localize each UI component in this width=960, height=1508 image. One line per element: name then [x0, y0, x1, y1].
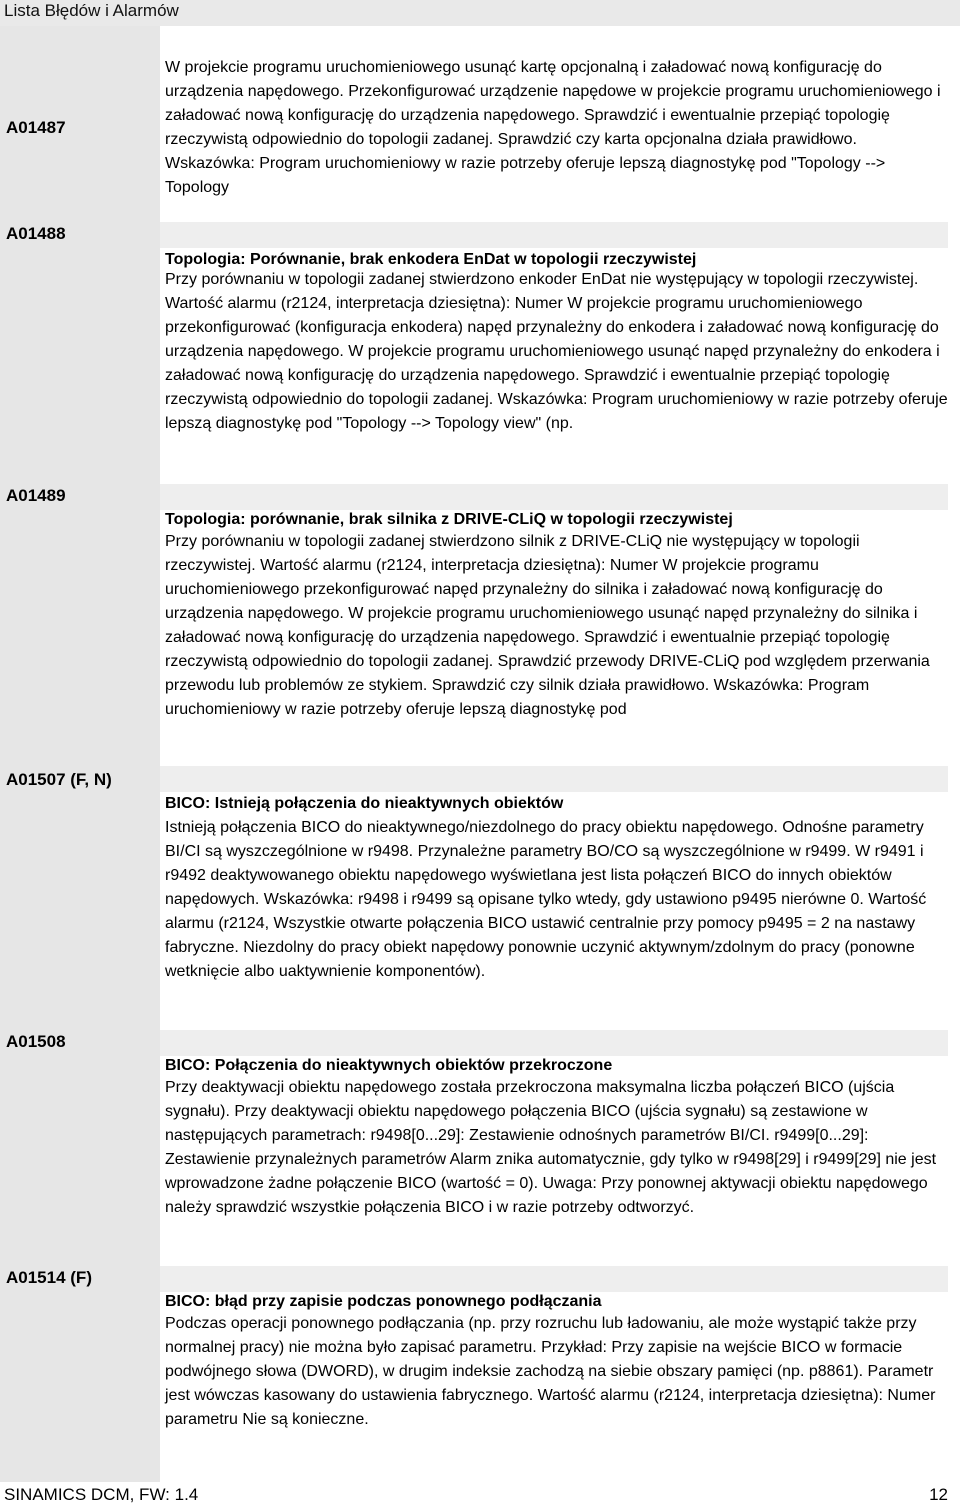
alarm-description: W projekcie programu uruchomieniowego usunąć kartę opcjonalną i załadować nową konfigurację do urządzenia napędowego. Przekonfigurować urządzenie napędowe w projekcie programu uruchomieniowego i załadować nową konfigurację do urządzenia napędowego. Sprawdzić i ewentualnie przepiąć topologię rzeczywistą odpowiednio do topologii zadanej. Sprawdzić czy karta opcjonalna działa prawidłowo. Wskazówka: Program uruchomieniowy w razie potrzeby oferuje lepszą diagnostykę pod "Topology --> Topology	[165, 59, 941, 196]
title-bar	[160, 484, 948, 510]
title-bar	[160, 1030, 948, 1056]
alarm-entry	[0, 1266, 960, 1482]
alarm-title: BICO: Istnieją połączenia do nieaktywnych obiektów	[165, 795, 564, 812]
code-column	[0, 766, 160, 1030]
title-bar	[160, 766, 948, 792]
alarm-entry	[0, 26, 960, 222]
alarm-code: A01514 (F)	[6, 1268, 92, 1287]
page-header	[0, 0, 960, 26]
title-bar	[160, 1266, 948, 1292]
page-footer	[0, 1482, 960, 1508]
alarm-title: BICO: Połączenia do nieaktywnych obiektów przekroczone	[165, 1057, 613, 1074]
alarm-title: Topologia: porównanie, brak silnika z DRIVE-CLiQ w topologii rzeczywistej	[165, 511, 733, 528]
alarm-title: Topologia: Porównanie, brak enkodera EnDat w topologii rzeczywistej	[165, 251, 697, 268]
alarm-description: Istnieją połączenia BICO do nieaktywnego/niezdolnego do pracy obiektu napędowego. Odnośne parametry BI/CI są wyszczególnione w r9498. Przynależne parametry BO/CO są wyszczególnione w r9499. W r9491 i r9492 deaktywowanego obiektu napędowego wyświetlana jest lista połączeń BICO do innych obiektów napędowych. Wskazówka: r9498 i r9499 są opisane tylko wtedy, gdy ustawiono p9495 nierówne 0. Wartość alarmu (r2124, Wszystkie otwarte połączenia BICO ustawić centralnie przy pomocy p9495 = 2 na nastawy fabryczne. Niezdolny do pracy obiekt napędowy ponownie uczynić aktywnym/zdolnym do pracy (ponowne wetknięcie albo uaktywnienie komponentów).	[165, 819, 927, 980]
alarm-code: A01508	[6, 1032, 66, 1051]
alarm-title: BICO: błąd przy zapisie podczas ponownego podłączania	[165, 1293, 602, 1310]
code-column	[0, 1266, 160, 1482]
alarm-code: A01507 (F, N)	[6, 770, 112, 789]
alarm-entry	[0, 484, 960, 766]
alarm-entry	[0, 766, 960, 1030]
alarm-description: Przy deaktywacji obiektu napędowego została przekroczona maksymalna liczba połączeń BICO (ujścia sygnału). Przy deaktywacji obiektu napędowego połączenia BICO (ujścia sygnału) są zestawione w następujących parametrach: r9498[0...29]: Zestawienie odnośnych parametrów BI/CI. r9499[0...29]: Zestawienie przynależnych parametrów Alarm znika automatycznie, gdy tylko w r9498[29] i r9499[29] nie jest wprowadzone żadne połączenie BICO (wartość = 0). Uwaga: Przy ponownej aktywacji obiektu napędowego należy sprawdzić wszystkie połączenia BICO i w razie potrzeby odtworzyć.	[165, 1079, 937, 1216]
alarm-description: Podczas operacji ponownego podłączania (np. przy rozruchu lub ładowaniu, ale może wystąpić także przy normalnej pracy) nie można było zapisać parametru. Przykład: Przy zapisie na wejście BICO w formacie podwójnego słowa (DWORD), w drugim indeksie zachodzą na siebie obszary pamięci (np. p8861). Parametr jest wówczas kasowany do ustawienia fabrycznego. Wartość alarmu (r2124, interpretacja dziesiętna): Numer parametru Nie są konieczne.	[165, 1315, 936, 1428]
code-column	[0, 222, 160, 484]
code-column	[0, 484, 160, 766]
footer-product: SINAMICS DCM, FW: 1.4	[4, 1485, 199, 1504]
footer-page-number: 12	[929, 1485, 948, 1504]
alarm-description: Przy porównaniu w topologii zadanej stwierdzono enkoder EnDat nie występujący w topologii rzeczywistej. Wartość alarmu (r2124, interpretacja dziesiętna): Numer W projekcie programu uruchomieniowego przekonfigurować (konfiguracja enkodera) napęd przynależny do enkodera i załadować nową konfigurację do urządzenia napędowego. W projekcie programu uruchomieniowego usunąć napęd przynależny do enkodera i załadować nową konfigurację do urządzenia napędowego. Sprawdzić i ewentualnie przepiąć topologię rzeczywistą odpowiednio do topologii zadanej. Wskazówka: Program uruchomieniowy w razie potrzeby oferuje lepszą diagnostykę pod "Topology --> Topology view" (np.	[165, 271, 948, 432]
alarm-entry	[0, 222, 960, 484]
alarm-description: Przy porównaniu w topologii zadanej stwierdzono silnik z DRIVE-CLiQ nie występujący w topologii rzeczywistej. Wartość alarmu (r2124, interpretacja dziesiętna): Numer W projekcie programu uruchomieniowego przekonfigurować napęd przynależny do silnika i załadować nową konfigurację do urządzenia napędowego. W projekcie programu uruchomieniowego usunąć napęd przynależny do silnika i załadować nową konfigurację do urządzenia napędowego. Sprawdzić i ewentualnie przepiąć topologię rzeczywistą odpowiednio do topologii zadanej. Sprawdzić przewody DRIVE-CLiQ pod względem przerwania przewodu lub problemów ze stykiem. Sprawdzić czy silnik działa prawidłowo. Wskazówka: Program uruchomieniowy w razie potrzeby oferuje lepszą diagnostykę pod	[165, 533, 930, 718]
alarm-code: A01488	[6, 224, 66, 243]
code-column	[0, 1030, 160, 1266]
alarm-code: A01489	[6, 486, 66, 505]
alarm-code: A01487	[6, 118, 66, 137]
title-bar	[160, 222, 948, 248]
alarm-entry	[0, 1030, 960, 1266]
page-header-title: Lista Błędów i Alarmów	[4, 1, 179, 20]
